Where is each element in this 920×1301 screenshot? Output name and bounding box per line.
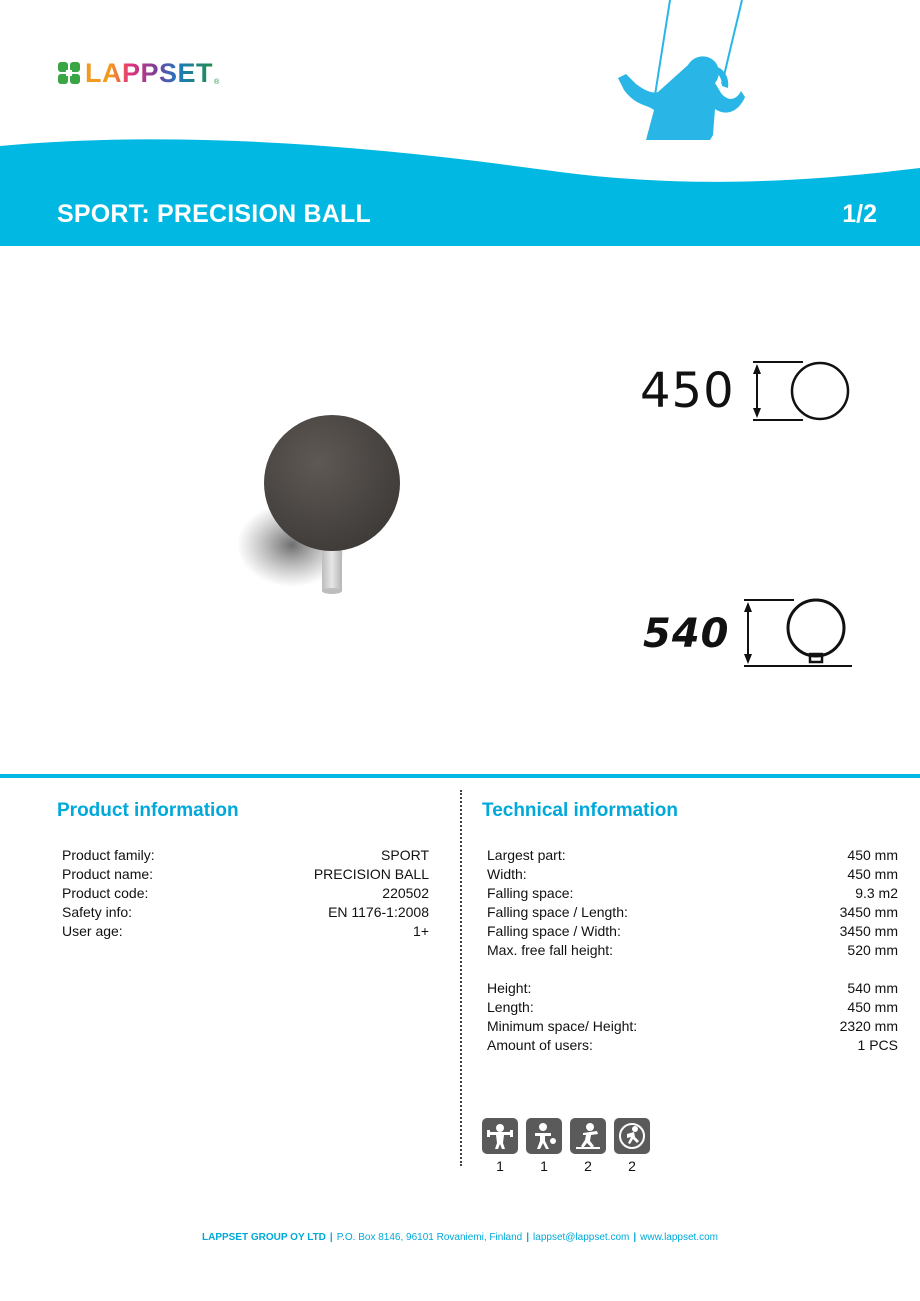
- dimension-side-view: [643, 598, 854, 670]
- benefit-motor-skills: [614, 1118, 650, 1174]
- info-label: User age:: [62, 923, 123, 939]
- tech-row-spacer: [487, 960, 898, 979]
- product-information-list: [62, 846, 429, 941]
- footer-web-link[interactable]: www.lappset.com: [640, 1232, 718, 1243]
- footer-separator: |: [329, 1232, 333, 1243]
- footer-email-link[interactable]: lappset@lappset.com: [533, 1232, 630, 1243]
- tech-value: 9.3 m2: [855, 885, 898, 901]
- dimension-top-view: [640, 358, 865, 424]
- benefit-icons: [482, 1118, 650, 1174]
- page-number: 1/2: [842, 200, 877, 228]
- dimension-top-diagram: [743, 358, 865, 424]
- benefit-value: 2: [584, 1158, 592, 1174]
- tech-value: 1 PCS: [857, 1037, 898, 1053]
- info-value: 220502: [382, 885, 429, 901]
- page-footer: [0, 1232, 920, 1243]
- tech-value: 520 mm: [847, 942, 898, 958]
- tech-label: Falling space / Width:: [487, 923, 621, 939]
- info-label: Safety info:: [62, 904, 133, 920]
- swing-girl-illustration: [618, 0, 745, 140]
- footer-address: P.O. Box 8146, 96101 Rovaniemi, Finland: [336, 1232, 523, 1243]
- tech-label: Falling space:: [487, 885, 574, 901]
- info-value: PRECISION BALL: [313, 866, 429, 882]
- tech-value: 450 mm: [847, 847, 898, 863]
- info-row: [62, 846, 429, 865]
- benefit-balance: [570, 1118, 606, 1174]
- motor-skills-icon: [614, 1118, 650, 1154]
- technical-information-list: [487, 846, 898, 1055]
- tech-row: [487, 884, 898, 903]
- tech-row: [487, 998, 898, 1017]
- tech-value: 3450 mm: [839, 904, 898, 920]
- benefit-coordination: [526, 1118, 562, 1174]
- tech-value: 2320 mm: [839, 1018, 898, 1034]
- info-row: [62, 884, 429, 903]
- tech-label: Minimum space/ Height:: [487, 1018, 638, 1034]
- tech-row: [487, 1036, 898, 1055]
- dimension-top-value: 450: [640, 363, 735, 419]
- lappset-logo: [57, 60, 219, 86]
- info-row: [62, 922, 429, 941]
- info-value: 1+: [413, 923, 429, 939]
- tech-label: Amount of users:: [487, 1037, 593, 1053]
- logo-registered-mark: ®: [214, 79, 220, 86]
- tech-row: [487, 941, 898, 960]
- lappset-clover-icon: [57, 61, 81, 85]
- info-value: EN 1176-1:2008: [328, 904, 429, 920]
- info-label: Product family:: [62, 847, 155, 863]
- logo-wordmark: LAPPSET: [85, 58, 214, 88]
- technical-information-heading: Technical information: [482, 800, 679, 821]
- info-value: SPORT: [381, 847, 429, 863]
- section-divider-rule: [0, 774, 920, 778]
- footer-separator: |: [633, 1232, 637, 1243]
- info-label: Product code:: [62, 885, 149, 901]
- benefit-value: 1: [496, 1158, 504, 1174]
- info-label: Product name:: [62, 866, 154, 882]
- page-title: SPORT: PRECISION BALL: [57, 200, 371, 228]
- benefit-value: 1: [540, 1158, 548, 1174]
- tech-row: [487, 846, 898, 865]
- balance-icon: [570, 1118, 606, 1154]
- dimension-side-value: 540: [643, 611, 730, 657]
- tech-row: [487, 979, 898, 998]
- coordination-icon: [526, 1118, 562, 1154]
- precision-ball-product-image: [230, 405, 420, 605]
- tech-label: Height:: [487, 980, 532, 996]
- tech-row: [487, 922, 898, 941]
- tech-value: 450 mm: [847, 866, 898, 882]
- footer-company: LAPPSET GROUP OY LTD: [202, 1232, 326, 1243]
- tech-label: Largest part:: [487, 847, 566, 863]
- strength-icon: [482, 1118, 518, 1154]
- tech-value: 3450 mm: [839, 923, 898, 939]
- tech-row: [487, 865, 898, 884]
- benefit-strength: [482, 1118, 518, 1174]
- info-row: [62, 865, 429, 884]
- tech-label: Length:: [487, 999, 534, 1015]
- info-row: [62, 903, 429, 922]
- tech-label: Max. free fall height:: [487, 942, 614, 958]
- product-information-heading: Product information: [57, 800, 239, 821]
- column-divider: [460, 790, 462, 1166]
- tech-value: 450 mm: [847, 999, 898, 1015]
- benefit-value: 2: [628, 1158, 636, 1174]
- tech-row: [487, 1017, 898, 1036]
- footer-separator: |: [526, 1232, 530, 1243]
- tech-label: Width:: [487, 866, 527, 882]
- dimension-side-diagram: [744, 598, 854, 670]
- tech-row: [487, 903, 898, 922]
- tech-label: Falling space / Length:: [487, 904, 628, 920]
- tech-value: 540 mm: [847, 980, 898, 996]
